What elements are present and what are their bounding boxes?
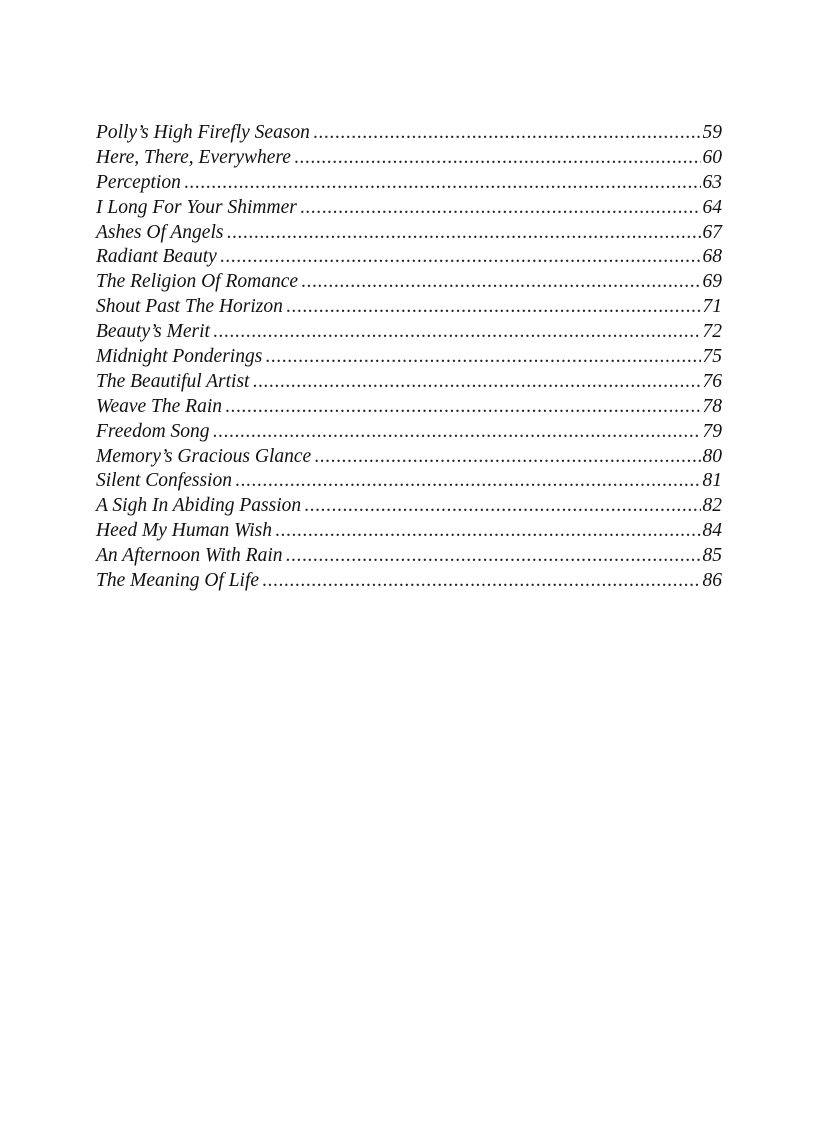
toc-entry[interactable] <box>96 171 722 196</box>
toc-entry[interactable] <box>96 569 722 594</box>
toc-dot-leader <box>184 171 701 196</box>
toc-entry-page-number: 79 <box>702 420 722 442</box>
toc-entry[interactable] <box>96 146 722 171</box>
toc-entry-title: Freedom Song <box>96 420 210 442</box>
toc-dot-leader <box>226 221 700 246</box>
toc-entry-page-number: 69 <box>702 271 722 293</box>
toc-entry-title: I Long For Your Shimmer <box>96 196 297 218</box>
toc-entry-page-number: 80 <box>702 445 722 467</box>
toc-entry[interactable] <box>96 221 722 246</box>
toc-entry[interactable] <box>96 270 722 295</box>
toc-entry-title: Radiant Beauty <box>96 246 217 268</box>
toc-dot-leader <box>286 295 701 320</box>
toc-entry-title: The Meaning Of Life <box>96 570 260 592</box>
toc-entry[interactable] <box>96 320 722 345</box>
toc-entry[interactable] <box>96 519 722 544</box>
toc-entry-page-number: 60 <box>702 146 722 168</box>
toc-dot-leader <box>301 270 701 295</box>
toc-dot-leader <box>275 519 700 544</box>
toc-dot-leader <box>286 544 701 569</box>
toc-entry[interactable] <box>96 494 722 519</box>
toc-dot-leader <box>235 469 701 494</box>
toc-entry-page-number: 72 <box>702 321 722 343</box>
toc-dot-leader <box>220 245 701 270</box>
toc-dot-leader <box>313 121 701 146</box>
toc-entry[interactable] <box>96 445 722 470</box>
toc-entry-title: Polly’s High Firefly Season <box>96 122 310 143</box>
toc-entry-page-number: 63 <box>702 171 722 193</box>
toc-entry-title: Heed My Human Wish <box>96 520 273 542</box>
toc-dot-leader <box>262 569 700 594</box>
toc-entry-page-number: 76 <box>702 370 722 392</box>
toc-entry-title: Ashes Of Angels <box>96 221 224 243</box>
toc-entry[interactable] <box>96 245 722 270</box>
toc-dot-leader <box>225 395 701 420</box>
toc-entry[interactable] <box>96 196 722 221</box>
toc-entry-page-number: 78 <box>702 395 722 417</box>
toc-entry-page-number: 85 <box>702 545 722 567</box>
toc-entry-title: Weave The Rain <box>96 395 222 417</box>
toc-dot-leader <box>265 345 700 370</box>
toc-entry-page-number: 75 <box>702 346 722 368</box>
toc-entry-page-number: 86 <box>702 570 722 592</box>
toc-entry-title: The Beautiful Artist <box>96 370 250 392</box>
toc-dot-leader <box>294 146 701 171</box>
toc-entry[interactable] <box>96 295 722 320</box>
toc-dot-leader <box>213 420 701 445</box>
toc-entry-title: Perception <box>96 171 181 193</box>
toc-entry-title: Silent Confession <box>96 470 232 492</box>
toc-dot-leader <box>300 196 701 221</box>
toc-entry-title: A Sigh In Abiding Passion <box>96 495 302 517</box>
toc-entry[interactable] <box>96 121 722 146</box>
toc-entry-title: Here, There, Everywhere <box>96 146 291 168</box>
toc-entry-title: Shout Past The Horizon <box>96 296 283 318</box>
toc-entry-title: The Religion Of Romance <box>96 271 298 293</box>
toc-entry-title: Beauty’s Merit <box>96 321 210 343</box>
toc-entry-title: Midnight Ponderings <box>96 346 263 368</box>
toc-entry[interactable] <box>96 395 722 420</box>
table-of-contents <box>96 121 722 594</box>
toc-entry-title: Memory’s Gracious Glance <box>96 445 312 467</box>
toc-entry-page-number: 82 <box>702 495 722 517</box>
toc-entry-title: An Afternoon With Rain <box>96 545 283 567</box>
toc-entry-page-number: 81 <box>702 470 722 492</box>
toc-entry[interactable] <box>96 544 722 569</box>
toc-dot-leader <box>252 370 700 395</box>
toc-entry[interactable] <box>96 345 722 370</box>
toc-entry-page-number: 68 <box>702 246 722 268</box>
toc-entry-page-number: 84 <box>702 520 722 542</box>
toc-entry[interactable] <box>96 420 722 445</box>
toc-entry-page-number: 64 <box>702 196 722 218</box>
toc-entry[interactable] <box>96 370 722 395</box>
toc-dot-leader <box>304 494 700 519</box>
toc-entry-page-number: 59 <box>702 122 722 143</box>
toc-entry-page-number: 71 <box>702 296 722 318</box>
toc-dot-leader <box>314 445 700 470</box>
toc-entry-page-number: 67 <box>702 221 722 243</box>
toc-dot-leader <box>213 320 701 345</box>
toc-entry[interactable] <box>96 469 722 494</box>
